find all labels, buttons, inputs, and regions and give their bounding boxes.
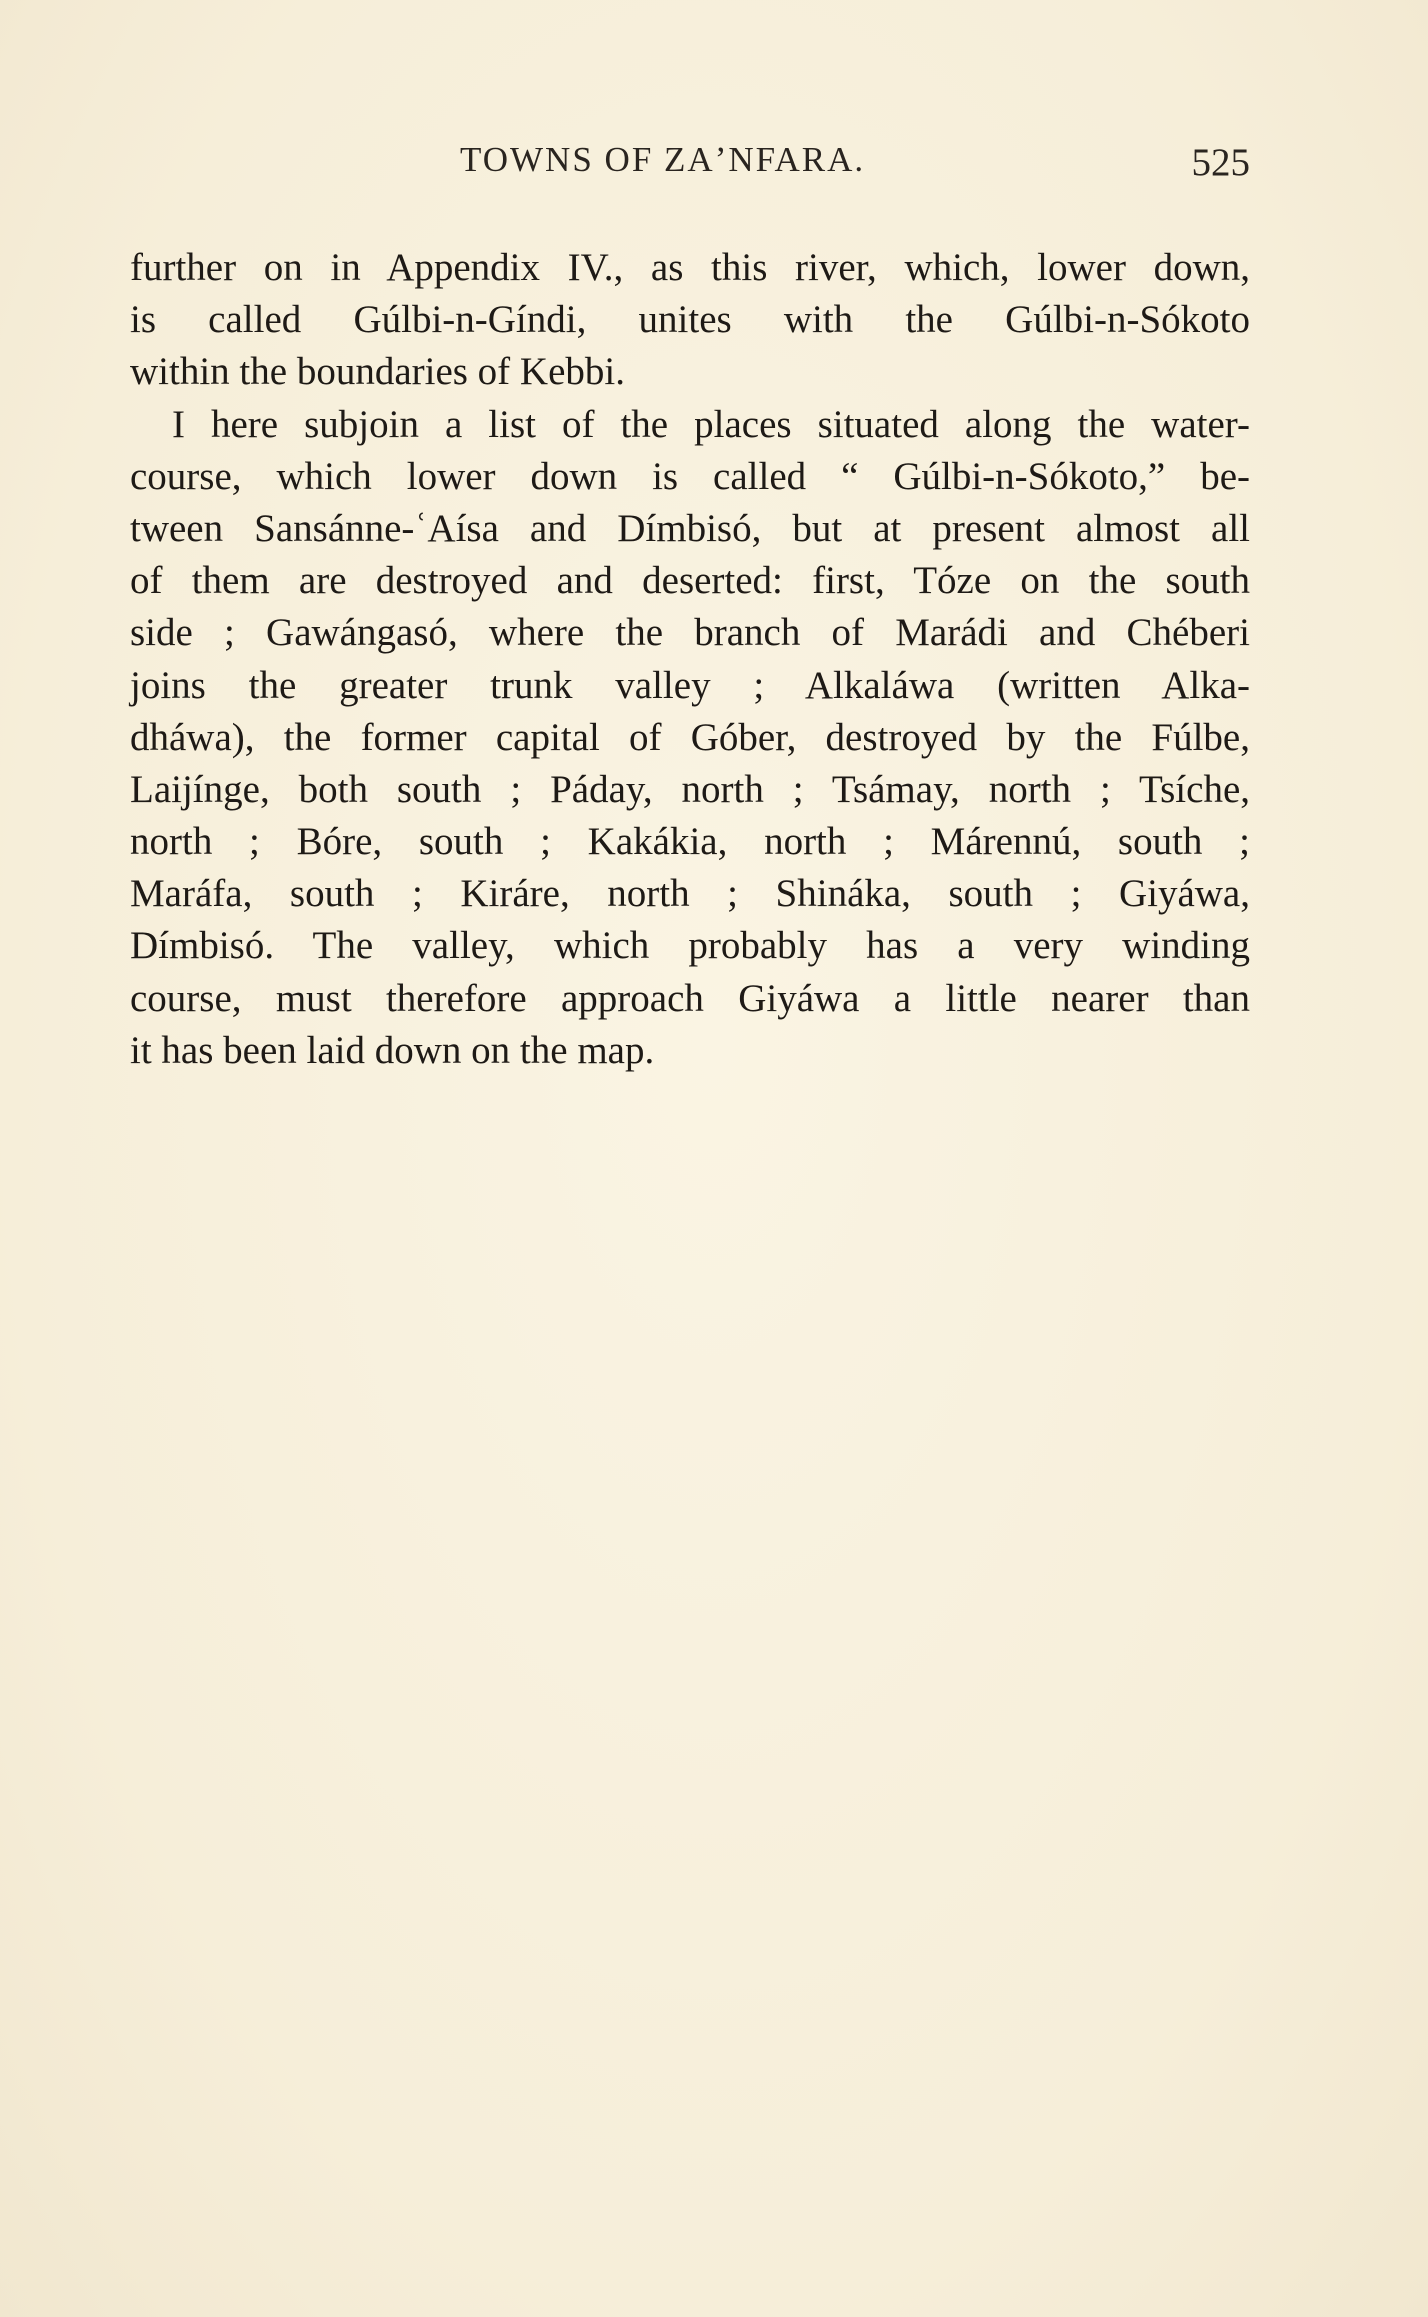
- text-line: within the boundaries of Kebbi.: [130, 350, 625, 394]
- text-line: it has been laid down on the map.: [130, 1028, 655, 1072]
- text-line: dháwa), the former capital of Góber, destroyed by the Fúlbe,: [130, 715, 1250, 759]
- text-line: north ; Bóre, south ; Kakákia, north ; Márennú, south ;: [130, 820, 1250, 864]
- paragraph-2: [130, 399, 1250, 1077]
- body-text: [130, 242, 1250, 1077]
- text-line: Laijínge, both south ; Páday, north ; Tsámay, north ; Tsíche,: [130, 767, 1250, 811]
- paragraph-1: [130, 242, 1250, 399]
- text-line: of them are destroyed and deserted: first, Tóze on the south: [130, 559, 1250, 603]
- text-line: course, must therefore approach Giyáwa a little nearer than: [130, 976, 1250, 1020]
- text-line: Dímbisó. The valley, which probably has a very winding: [130, 924, 1250, 968]
- text-line: I here subjoin a list of the places situated along the water-: [172, 402, 1250, 446]
- text-line: tween Sansánne-ʿAísa and Dímbisó, but at present almost all: [130, 506, 1250, 550]
- text-line: Maráfa, south ; Kiráre, north ; Shináka, south ; Giyáwa,: [130, 872, 1250, 916]
- running-title: TOWNS OF ZAʼNFARA.: [460, 140, 866, 179]
- page-number: 525: [1191, 141, 1250, 184]
- text-line: further on in Appendix IV., as this river, which, lower down,: [130, 246, 1250, 289]
- text-line: is called Gúlbi-n-Gíndi, unites with the Gúlbi-n-Sókoto: [130, 298, 1250, 342]
- text-line: side ; Gawángasó, where the branch of Marádi and Chéberi: [130, 611, 1250, 655]
- text-line: course, which lower down is called “ Gúlbi-n-Sókoto,” be-: [130, 454, 1250, 498]
- text-line: joins the greater trunk valley ; Alkaláwa (written Alka-: [130, 663, 1250, 707]
- running-head: [130, 140, 1250, 190]
